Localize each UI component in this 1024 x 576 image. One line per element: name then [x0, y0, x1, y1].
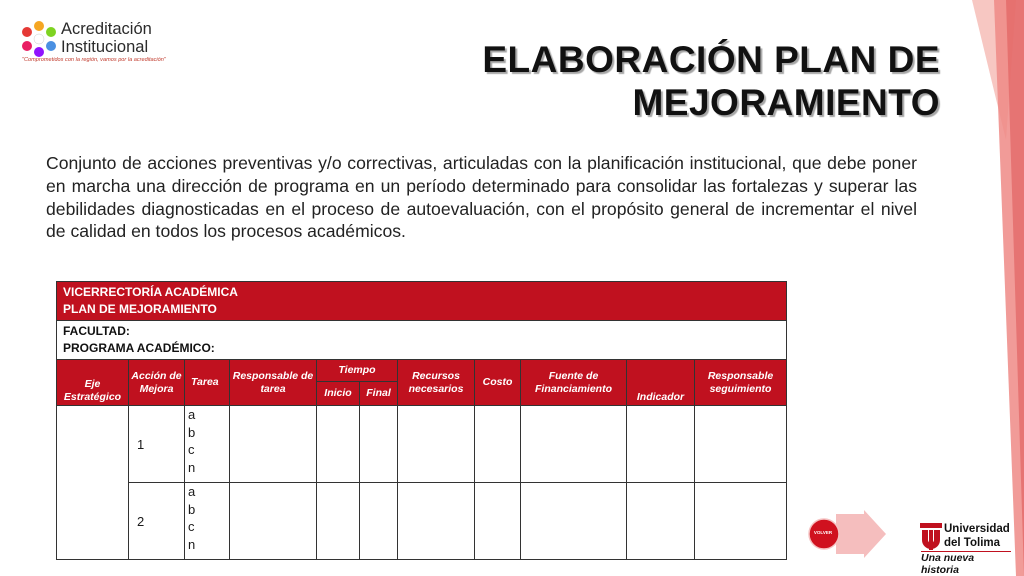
col-eje-estrategico: Eje Estratégico [57, 360, 129, 406]
col-inicio: Inicio [317, 382, 360, 406]
col-responsable-seguimiento: Responsable seguimiento [695, 360, 787, 406]
table-row [57, 483, 787, 560]
faculty-label: FACULTAD: [63, 324, 130, 338]
cell-empty [695, 406, 787, 483]
col-tarea: Tarea [185, 360, 230, 406]
universidad-ut-icon [920, 523, 942, 550]
col-tiempo: Tiempo [317, 360, 398, 382]
table-header-faculty [57, 321, 787, 360]
task-item: c [188, 519, 195, 534]
universidad-name-line2: del Tolima [944, 537, 1001, 549]
cell-empty [627, 406, 695, 483]
cell-empty [360, 483, 398, 560]
universidad-name-line1: Universidad [944, 523, 1010, 535]
cell-empty [521, 406, 627, 483]
cell-empty [475, 406, 521, 483]
program-label: PROGRAMA ACADÉMICO: [63, 341, 215, 355]
cell-tareas [185, 483, 230, 560]
description-paragraph: Conjunto de acciones preventivas y/o correctivas, articuladas con la planificación institucional, que debe poner en marcha una dirección de programa en un período determinado para consolidar las fortalezas y superar las debilidades diagnosticadas en el proceso de autoevaluación, con el propósito general de incrementar el nivel de calidad en todos los procesos académicos. [46, 153, 917, 242]
header-plan: PLAN DE MEJORAMIENTO [63, 302, 217, 316]
task-item: n [188, 536, 196, 552]
cell-empty [475, 483, 521, 560]
cell-eje [57, 406, 129, 560]
page-title-line2: MEJORAMIENTO [632, 82, 940, 123]
cell-tareas [185, 406, 230, 483]
logo-tagline: "Comprometidos con la región, vamos por la acreditación" [22, 57, 166, 63]
logo-title-line2: Institucional [61, 38, 149, 56]
decorative-ribbon [954, 0, 1024, 576]
task-item: c [188, 442, 195, 457]
cell-empty [230, 483, 317, 560]
acreditacion-logo [20, 18, 220, 70]
task-item: n [188, 459, 196, 475]
table-row [57, 406, 787, 483]
cell-empty [317, 406, 360, 483]
cell-empty [398, 483, 475, 560]
cell-empty [230, 406, 317, 483]
cell-empty [360, 406, 398, 483]
task-item: a [188, 484, 196, 499]
universidad-logo [920, 523, 1020, 576]
col-accion-mejora: Acción de Mejora [129, 360, 185, 406]
page-title [482, 38, 940, 124]
cell-empty [695, 483, 787, 560]
cell-empty [317, 483, 360, 560]
col-recursos: Recursos necesarios [398, 360, 475, 406]
plan-mejoramiento-table [56, 281, 787, 560]
volver-label[interactable]: VOLVER [813, 530, 833, 535]
universidad-slogan: Una nueva historia [921, 551, 1011, 576]
table-header-institution [57, 282, 787, 321]
task-item: a [188, 407, 196, 422]
logo-title-line1: Acreditación [61, 20, 152, 38]
cell-empty [627, 483, 695, 560]
acreditacion-emblem-icon [20, 20, 58, 58]
cell-empty [398, 406, 475, 483]
cell-accion: 2 [129, 483, 185, 560]
page-title-line1: ELABORACIÓN PLAN DE [482, 39, 940, 80]
col-fuente: Fuente de Financiamiento [521, 360, 627, 406]
header-vicerrectoria: VICERRECTORÍA ACADÉMICA [63, 285, 238, 299]
cell-accion: 1 [129, 406, 185, 483]
col-responsable-tarea: Responsable de tarea [230, 360, 317, 406]
task-item: b [188, 424, 196, 440]
task-item: b [188, 501, 196, 517]
col-final: Final [360, 382, 398, 406]
col-indicador: Indicador [627, 360, 695, 406]
col-costo: Costo [475, 360, 521, 406]
cell-empty [521, 483, 627, 560]
